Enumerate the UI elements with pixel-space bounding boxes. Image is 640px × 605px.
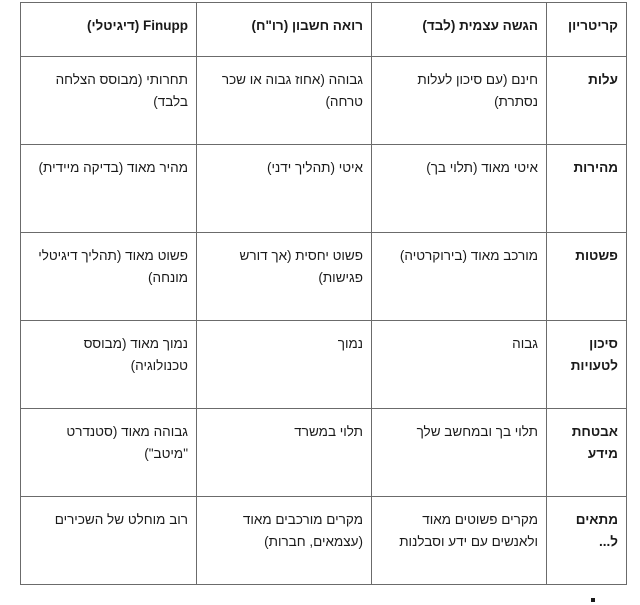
accountant-cell: פשוט יחסית (אך דורש פגישות): [197, 233, 372, 321]
finupp-cell: מהיר מאוד (בדיקה מיידית): [21, 145, 197, 233]
criterion-cell: סיכון לטעויות: [547, 321, 627, 409]
accountant-cell: נמוך: [197, 321, 372, 409]
criterion-cell: מתאים ל...: [547, 497, 627, 585]
header-finupp: Finupp (דיגיטלי): [21, 3, 197, 57]
header-self-filing: הגשה עצמית (לבד): [372, 3, 547, 57]
criterion-cell: אבטחת מידע: [547, 409, 627, 497]
self-filing-cell: איטי מאוד (תלוי בך): [372, 145, 547, 233]
table-row: [21, 233, 627, 321]
accountant-cell: איטי (תהליך ידני): [197, 145, 372, 233]
finupp-cell: פשוט מאוד (תהליך דיגיטלי מונחה): [21, 233, 197, 321]
page-edge-mark: [591, 598, 595, 602]
self-filing-cell: חינם (עם סיכון לעלות נסתרת): [372, 57, 547, 145]
table-row: [21, 321, 627, 409]
self-filing-cell: גבוה: [372, 321, 547, 409]
accountant-cell: גבוהה (אחוז גבוה או שכר טרחה): [197, 57, 372, 145]
comparison-table: [20, 2, 627, 585]
criterion-cell: מהירות: [547, 145, 627, 233]
header-accountant: רואה חשבון (רו"ח): [197, 3, 372, 57]
table-row: [21, 57, 627, 145]
criterion-cell: פשטות: [547, 233, 627, 321]
comparison-table-container: [20, 2, 626, 585]
criterion-cell: עלות: [547, 57, 627, 145]
self-filing-cell: מקרים פשוטים מאוד ולאנשים עם ידע וסבלנות: [372, 497, 547, 585]
table-row: [21, 145, 627, 233]
finupp-cell: נמוך מאוד (מבוסס טכנולוגיה): [21, 321, 197, 409]
table-row: [21, 497, 627, 585]
accountant-cell: מקרים מורכבים מאוד (עצמאים, חברות): [197, 497, 372, 585]
self-filing-cell: מורכב מאוד (בירוקרטיה): [372, 233, 547, 321]
finupp-cell: תחרותי (מבוסס הצלחה בלבד): [21, 57, 197, 145]
self-filing-cell: תלוי בך ובמחשב שלך: [372, 409, 547, 497]
header-criterion: קריטריון: [547, 3, 627, 57]
finupp-cell: רוב מוחלט של השכירים: [21, 497, 197, 585]
accountant-cell: תלוי במשרד: [197, 409, 372, 497]
table-header-row: [21, 3, 627, 57]
finupp-cell: גבוהה מאוד (סטנדרט "מיטב"): [21, 409, 197, 497]
table-row: [21, 409, 627, 497]
